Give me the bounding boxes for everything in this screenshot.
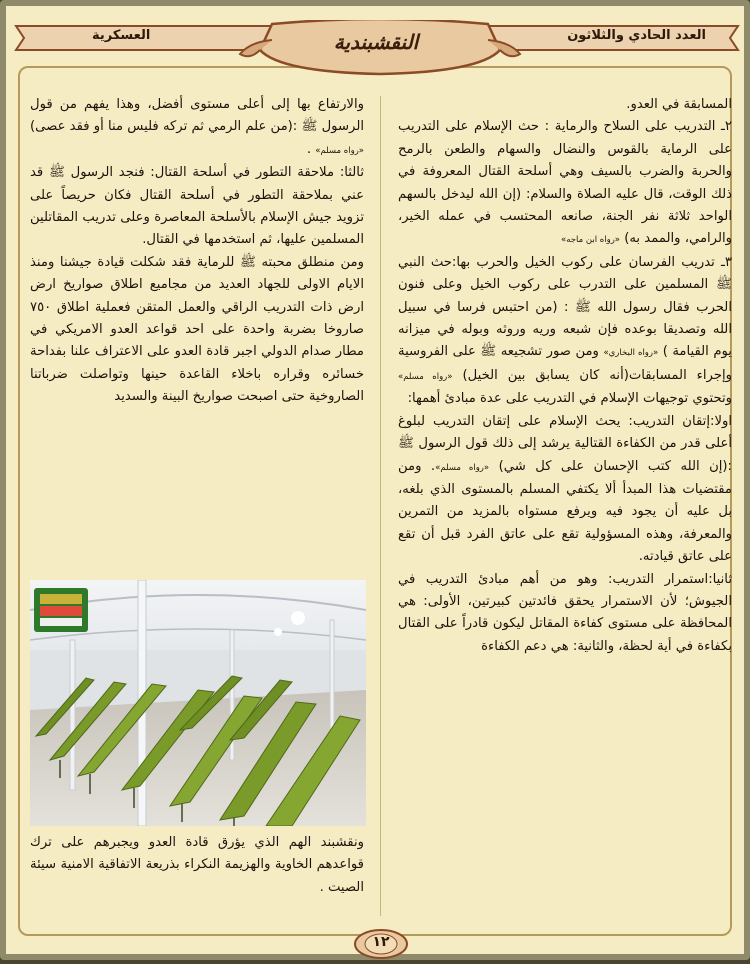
paragraph: اولا:إتقان التدريب: يحث الإسلام على إتقان التدريب لبلوغ أعلى قدر من الكفاءة القتالية يرشد إلى ذلك قول الرسول ﷺ :(إن الله كتب الإحسان على كل شي) «رواه مسلم». ومن مقتضيات هذا المبدأ ألا يكتفي المسلم بالمستوى الذي بلغه، بل عليه أن يجود فيه ويرفع مستواه بالمزيد من التمرين والمعرفة، وهذه المسؤولية تقع على عاتق الفرد قبل أن تقع على عاتق قيادته. bbox=[398, 413, 733, 565]
column-divider bbox=[380, 96, 381, 916]
left-column bbox=[30, 94, 364, 409]
right-column bbox=[398, 94, 732, 658]
paragraph: والارتفاع بها إلى أعلى مستوى أفضل، وهذا يفهم من قول الرسول ﷺ :(من علم الرمي ثم تركه فليس منا أو فقد عصى) «رواه مسلم» . bbox=[30, 97, 364, 157]
section-title: العسكرية bbox=[92, 28, 151, 43]
rocket-launchers-photo bbox=[30, 580, 366, 826]
issue-number: العدد الحادي والثلاثون bbox=[567, 28, 706, 43]
paragraph: ونقشبند الهم الذي يؤرق قادة العدو ويجبرهم على ترك قواعدهم الخاوية والهزيمة النكراء بذريعة الاتفاقية الامنية سيئة الصيت . bbox=[30, 835, 364, 895]
paragraph: المسابقة في العدو. bbox=[626, 97, 732, 112]
citation: «رواه البخاري» bbox=[603, 348, 659, 359]
photo-illustration bbox=[30, 580, 366, 826]
paragraph: ثالثا: ملاحقة التطور في أسلحة القتال: فنجد الرسول ﷺ قد عني بملاحقة التطور في أسلحة القتال فكان حريصاً على تزويد جيش الإسلام بالأسلحة المعاصرة وعلى تدريب المقاتلين المسلمين عليها، ثم استخدمها في القتال. bbox=[30, 165, 364, 248]
citation: «رواه مسلم» bbox=[435, 462, 490, 473]
citation: «رواه مسلم» bbox=[398, 371, 453, 382]
paragraph: ثانيا:استمرار التدريب: وهو من أهم مبادئ التدريب في الجيوش؛ لأن الاستمرار يحقق فائدتين كبيرتين، الأولى: هي المحافظة على مستوى كفاءة المقاتل ليكون قادراً على القتال بكفاءة في أية لحظة، والثانية: هي دعم الكفاءة bbox=[398, 571, 732, 654]
page-number-badge bbox=[351, 928, 411, 960]
page-number: ١٢ bbox=[372, 934, 390, 950]
magazine-title: النقشبندية bbox=[333, 30, 419, 54]
paragraph: ٣ـ تدريب الفرسان على ركوب الخيل والحرب بها:حث النبي ﷺ المسلمين على التدرب على ركوب الخيل وعلى فنون الحرب فقال رسول الله ﷺ : (من احتبس فرسا في سبيل الله وتصديقا بوعده فإن شبعه وريه وروثه وبوله في ميزانه يوم القيامة ) «رواه البخاري» ومن صور تشجيعه ﷺ على الفروسية وإجراء المسابقات(أنه كان يسابق بين الخيل) «رواه مسلم» وتحتوي توجيهات الإسلام في التدريب على عدة مبادئ أهمها: bbox=[398, 254, 733, 407]
citation: «رواه ابن ماجه» bbox=[561, 235, 620, 246]
citation: «رواه مسلم» bbox=[315, 145, 364, 156]
paragraph: ومن منطلق محبته ﷺ للرماية فقد شكلت قيادة جيشنا ومنذ الايام الاولى للجهاد العديد من مجاميع اطلاق صواريخ ارض ارض ذات التدريب الراقي والعمل المتقن فعملية اطلاق ٧٥٠ صاروخا بضربة واحدة على احد قواعد العدو الامريكي في مطار صدام الدولي اجبر قادة العدو على الاعتراف علنا بفداحة خسائره وقراره باخلاء القاعدة حينها وتواصلت ضرباتنا الصاروخية حتى اصبحت صواريخ البينة والسديد bbox=[30, 254, 364, 405]
paragraph: ٢ـ التدريب على السلاح والرماية : حث الإسلام على التدريب على الرماية بالقوس والنضال والسهام والطعن بالرمح والحربة والضرب بالسيف وهي أسلحة القتال المعروفة في ذلك الوقت، قال عليه الصلاة والسلام: (إن الله ليدخل بالسهم الواحد ثلاثة نفر الجنة، صانعه المحتسب في عمله الخير، والرامي، والممد به) «رواه ابن ماجه» bbox=[398, 119, 732, 247]
left-column-bottom bbox=[30, 832, 364, 899]
